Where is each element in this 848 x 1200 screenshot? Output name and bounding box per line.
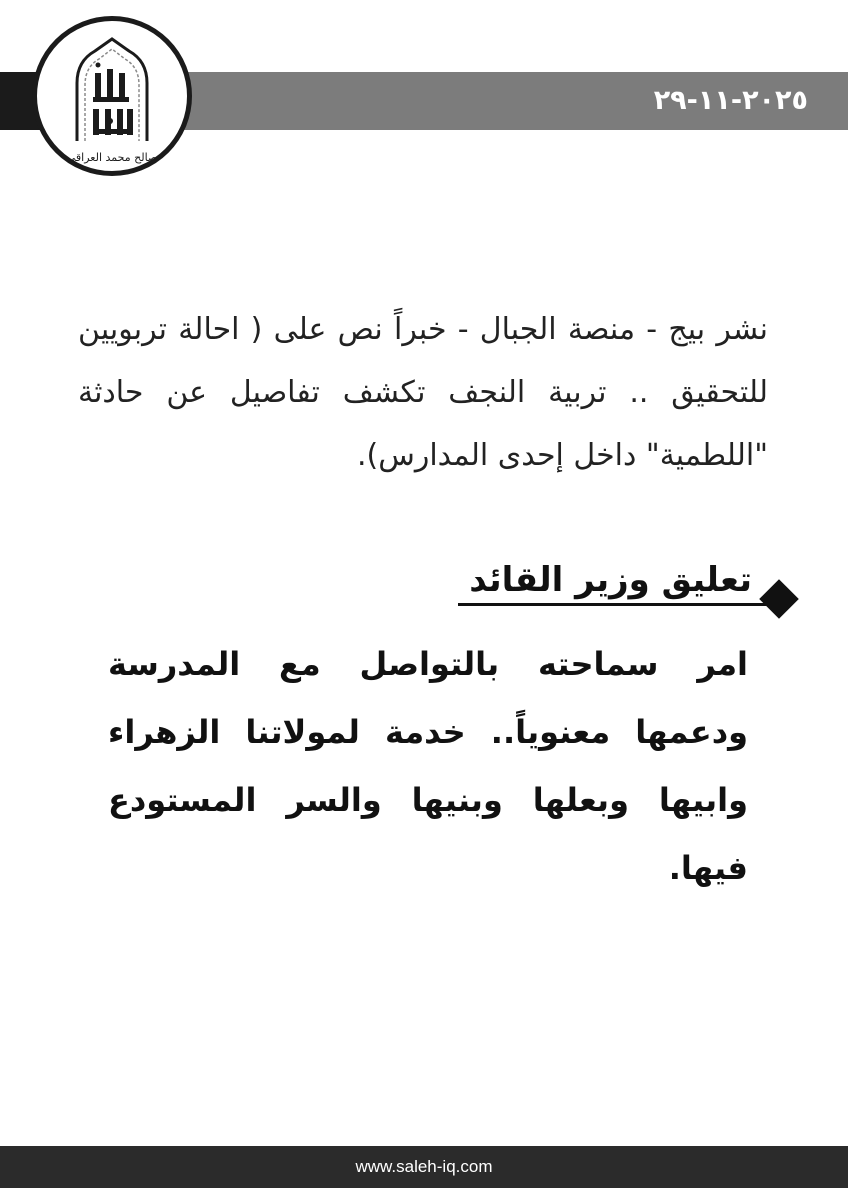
news-paragraph: نشر بيج - منصة الجبال - خبراً نص على ( احالة تربويين للتحقيق .. تربية النجف تكشف تفاصيل عن حادثة "اللطمية" داخل إحدى المدارس).	[78, 312, 768, 473]
comment-heading: تعليق وزير القائد	[469, 560, 752, 600]
comment-paragraph: امر سماحته بالتواصل مع المدرسة ودعمها معنوياً.. خدمة لمولاتنا الزهراء وابيها وبعلها وبنيها والسر المستودع فيها.	[108, 645, 748, 887]
logo-subtitle: صالح محمد العراقي	[66, 151, 158, 164]
publish-date: ٢٠٢٥-١١-٢٩	[653, 85, 808, 116]
website-link[interactable]: www.saleh-iq.com	[355, 1157, 493, 1176]
logo-emblem-icon	[37, 21, 187, 171]
diamond-bullet-icon	[759, 579, 799, 619]
footer-bar	[0, 1146, 848, 1188]
logo	[32, 16, 192, 176]
heading-underline	[458, 603, 770, 606]
